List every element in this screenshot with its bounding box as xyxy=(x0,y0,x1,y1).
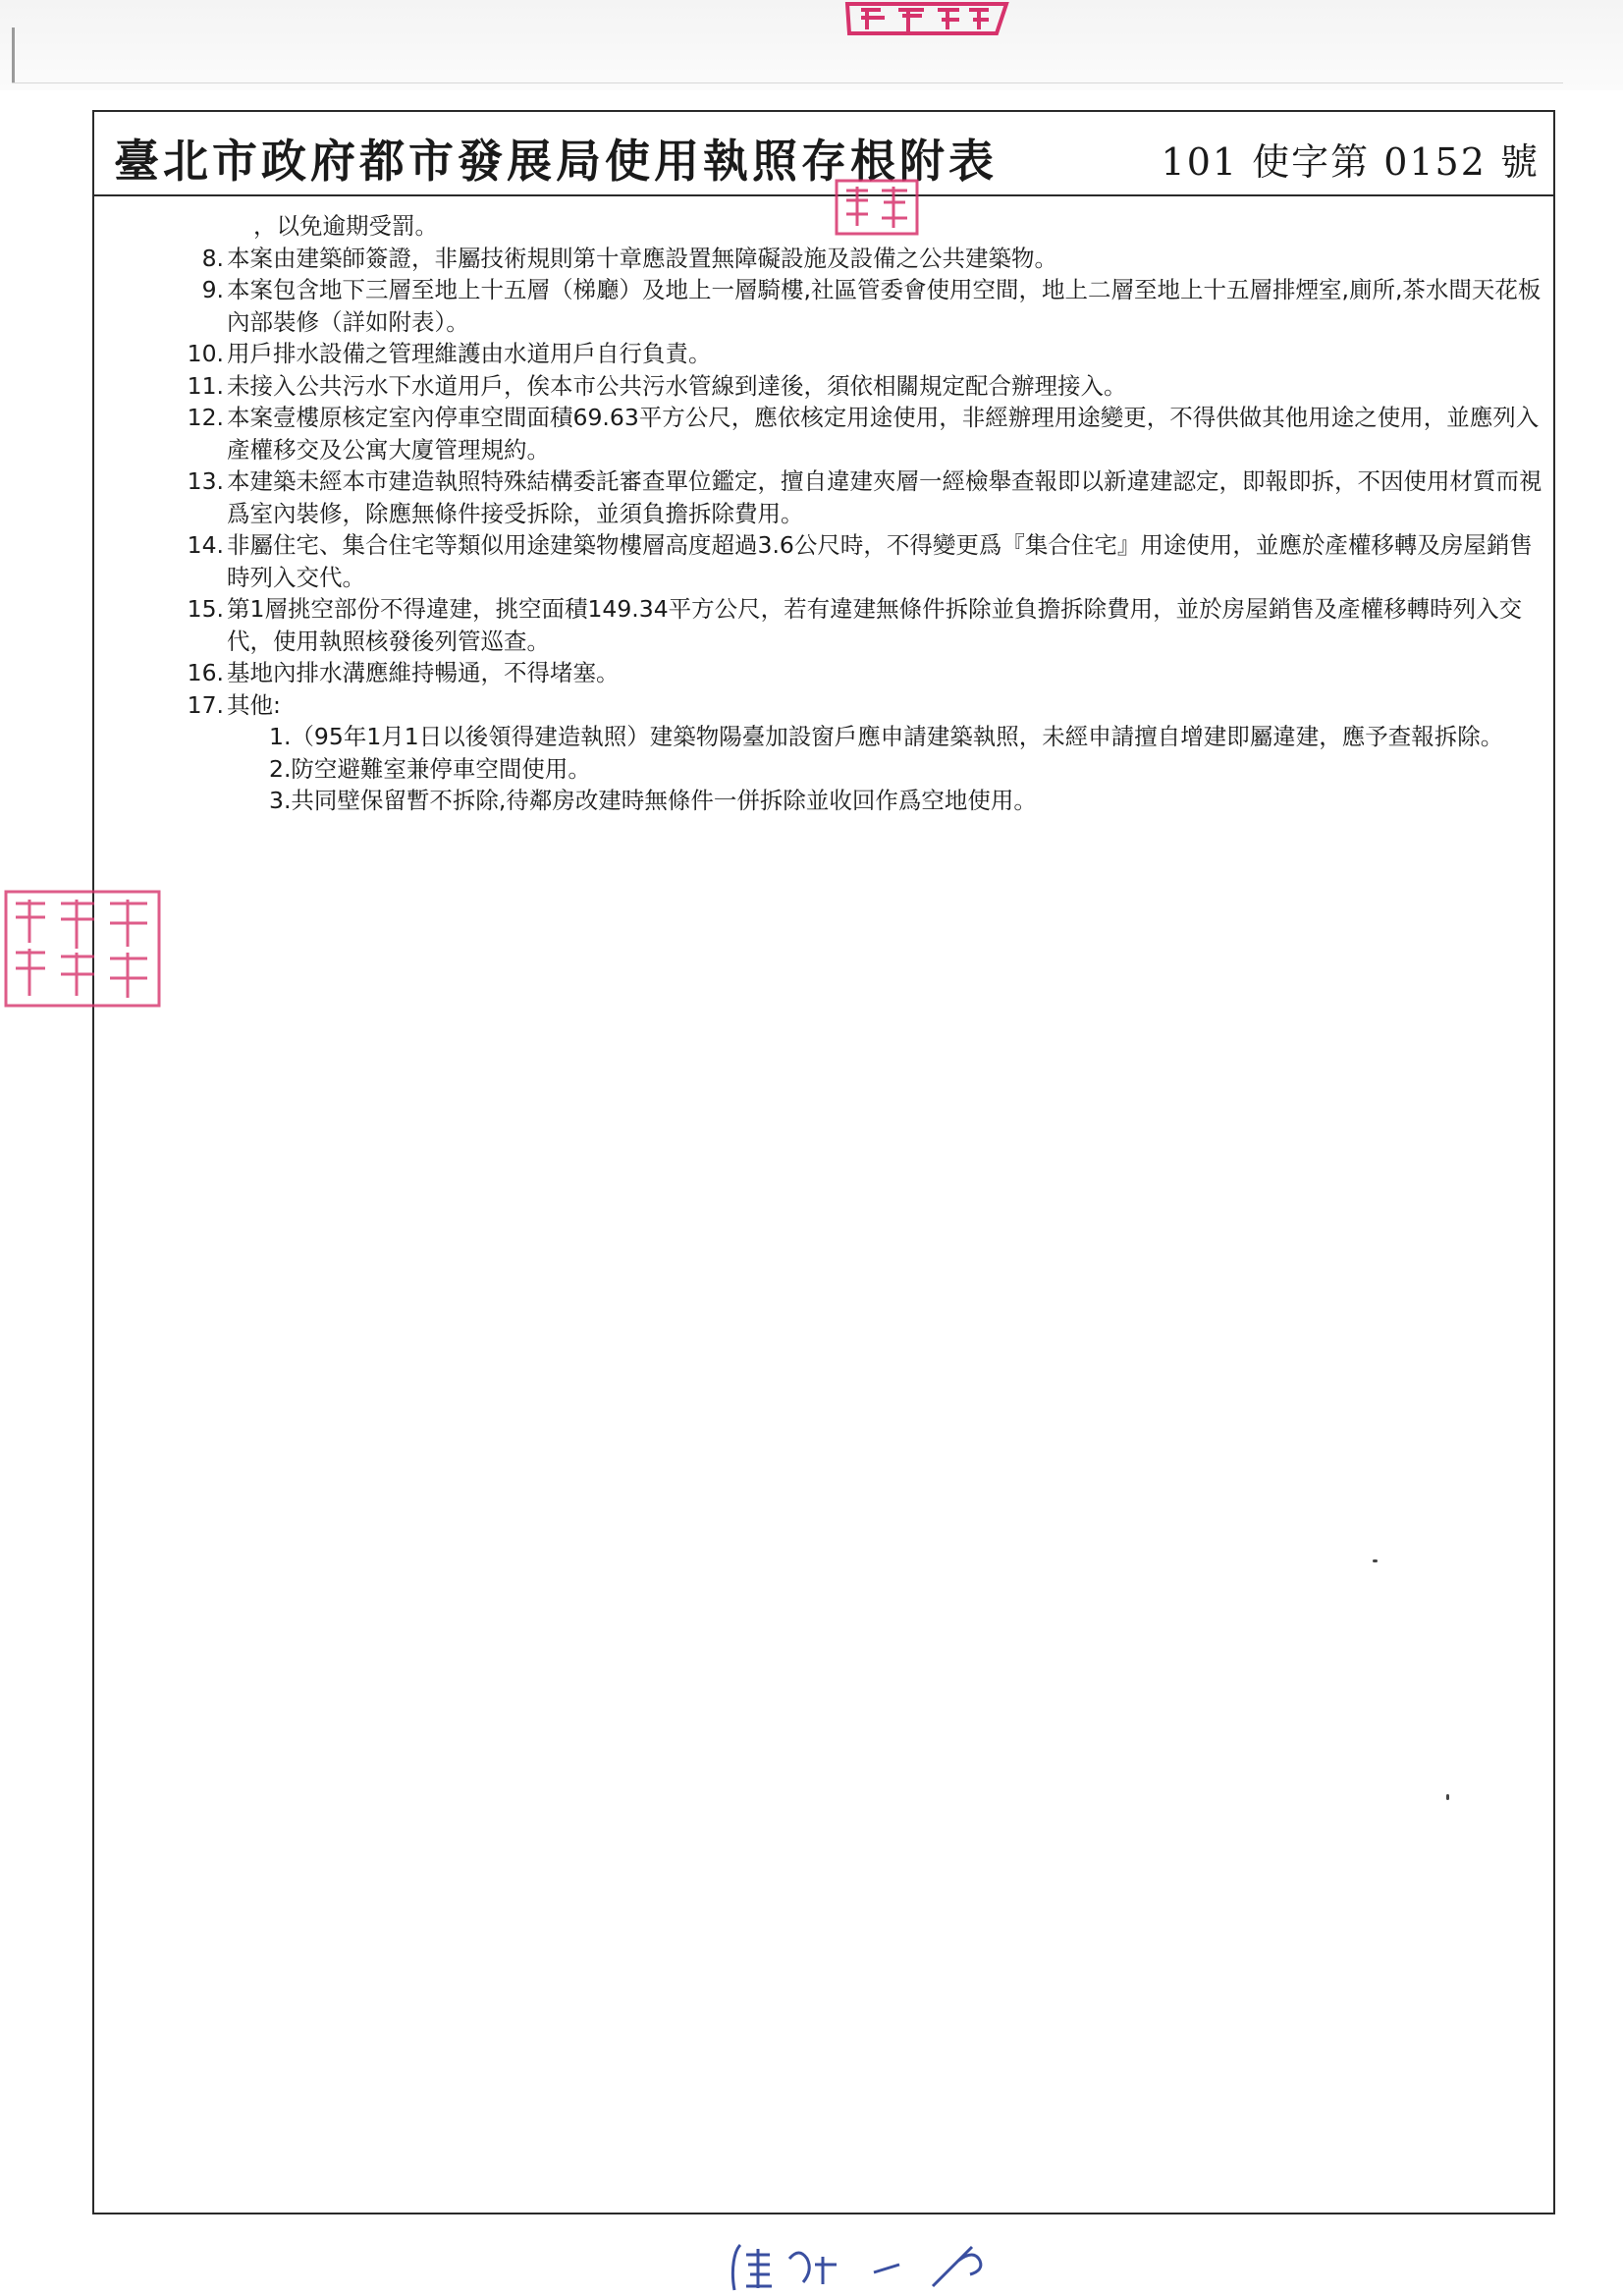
item-number: 11. xyxy=(187,371,224,400)
item-number: 10. xyxy=(187,340,224,367)
sub-item xyxy=(173,753,1547,786)
item-text: 本案壹樓原核定室內停車空間面積69.63平方公尺，應依核定用途使用，非經辦理用途變更，不得供做其他用途之使用，並應列入產權移交及公寓大廈管理規約。 xyxy=(227,404,1540,464)
item-number: 13. xyxy=(187,467,224,495)
item-number: 12. xyxy=(187,404,224,431)
list-item xyxy=(173,689,1547,722)
item-text: 本案由建築師簽證，非屬技術規則第十章應設置無障礙設施及設備之公共建築物。 xyxy=(227,244,1057,272)
item-text: 用戶排水設備之管理維護由水道用戶自行負責。 xyxy=(227,340,712,367)
scan-edge-mark xyxy=(12,27,15,82)
document-header xyxy=(94,112,1553,196)
item-number: 8. xyxy=(201,244,224,272)
sub-item-text: 3.共同壁保留暫不拆除,待鄰房改建時無條件一併拆除並收回作爲空地使用。 xyxy=(269,787,1037,814)
sub-item-text: 1.（95年1月1日以後領得建造執照）建築物陽臺加設窗戶應申請建築執照，未經申請擅自增建即屬違建，應予查報拆除。 xyxy=(269,723,1504,750)
scan-speck xyxy=(1446,1794,1449,1800)
list-item xyxy=(173,402,1547,465)
document-frame xyxy=(92,110,1555,2214)
list-item xyxy=(173,465,1547,529)
document-number: 101 使字第 0152 號 xyxy=(1161,140,1540,184)
list-item xyxy=(173,274,1547,338)
item-text: 本案包含地下三層至地上十五層（梯廳）及地上一層騎樓,社區管委會使用空間，地上二層至地上十五層排煙室,廁所,茶水間天花板內部裝修（詳如附表）。 xyxy=(227,276,1542,336)
document-title: 臺北市政府都市發展局使用執照存根附表 xyxy=(114,135,998,188)
item-number: 9. xyxy=(201,276,224,303)
item-number: 17. xyxy=(187,690,224,719)
scan-divider xyxy=(12,82,1563,83)
item-number: 16. xyxy=(187,659,224,686)
list-item xyxy=(173,593,1547,657)
item-text: 非屬住宅、集合住宅等類似用途建築物樓層高度超過3.6公尺時，不得變更爲『集合住宅』用途使用，並應於產權移轉及房屋銷售時列入交代。 xyxy=(227,531,1533,591)
intro-line: ，以免逾期受罰。 xyxy=(253,212,438,240)
sub-item xyxy=(173,785,1547,817)
sub-item xyxy=(173,721,1547,753)
item-text: 第1層挑空部份不得違建，挑空面積149.34平方公尺，若有違建無條件拆除並負擔拆除費用，並於房屋銷售及產權移轉時列入交代，使用執照核發後列管巡查。 xyxy=(227,595,1523,655)
list-item xyxy=(173,529,1547,593)
sub-item-text: 2.防空避難室兼停車空間使用。 xyxy=(269,754,591,783)
item-text: 未接入公共污水下水道用戶，俟本市公共污水管線到達後，須依相關規定配合辦理接入。 xyxy=(227,371,1127,400)
list-item xyxy=(173,370,1547,403)
list-item xyxy=(173,243,1547,275)
scan-speck xyxy=(1373,1559,1378,1562)
list-item xyxy=(173,338,1547,370)
scan-header-strip xyxy=(0,0,1623,90)
item-text: 基地內排水溝應維持暢通，不得堵塞。 xyxy=(227,659,620,686)
item-number: 15. xyxy=(187,595,224,623)
list-item xyxy=(173,657,1547,689)
handwritten-mark xyxy=(727,2239,1031,2296)
item-text: 其他: xyxy=(227,690,281,719)
red-seal-stamp-top xyxy=(839,0,1016,37)
item-number: 14. xyxy=(187,531,224,559)
document-body xyxy=(173,210,1547,817)
red-seal-stamp-title xyxy=(833,179,921,238)
red-seal-stamp-left xyxy=(0,884,167,1011)
item-text: 本建築未經本市建造執照特殊結構委託審查單位鑑定，擅自違建夾層一經檢舉查報即以新違建認定，即報即拆，不因使用材質而視爲室內裝修，除應無條件接受拆除，並須負擔拆除費用。 xyxy=(227,467,1542,527)
